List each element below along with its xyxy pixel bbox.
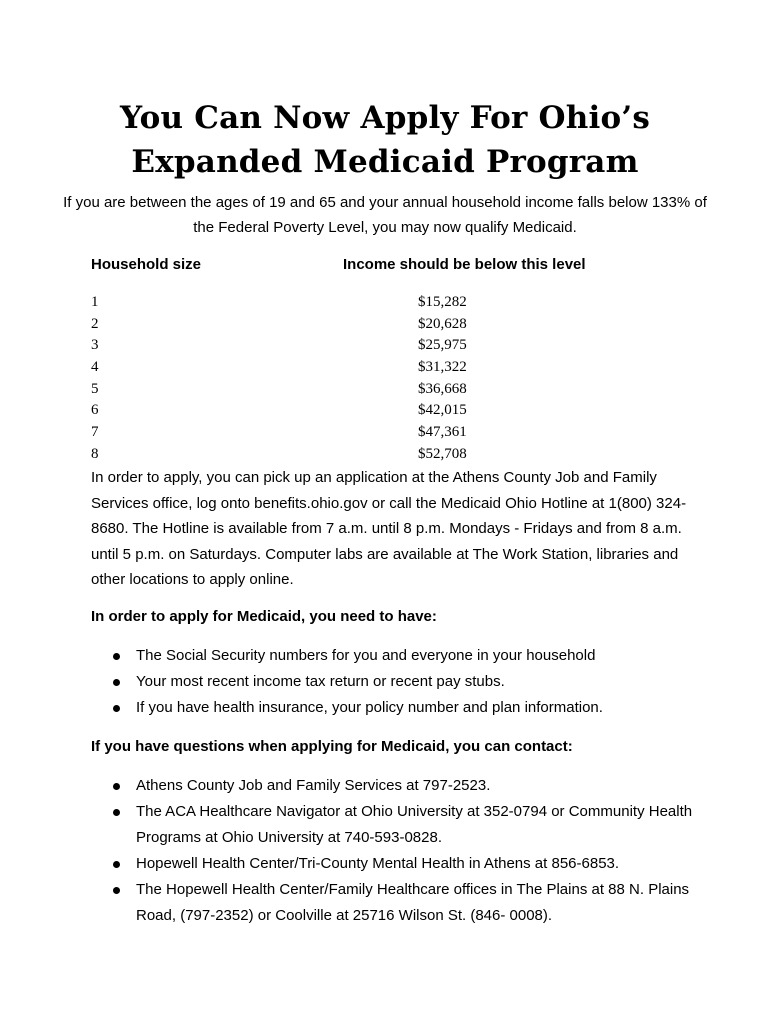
- table-row: [91, 422, 511, 444]
- contacts-list: [112, 773, 702, 929]
- list-item: [112, 799, 702, 851]
- table-header-household-size: Household size: [91, 256, 202, 273]
- requirements-heading: In order to apply for Medicaid, you need to have:: [91, 608, 437, 625]
- list-item-text: Your most recent income tax return or recent pay stubs.: [136, 673, 505, 690]
- income-limit-cell: $20,628: [418, 315, 467, 332]
- how-to-apply-paragraph: In order to apply, you can pick up an application at the Athens County Job and Family Services office, log onto benefits.ohio.gov or call the Medicaid Ohio Hotline at 1(800) 324-8680. The Hotline is available from 7 a.m. until 8 p.m. Mondays - Fridays and from 8 a.m. until 5 p.m. on Saturdays. Computer labs are available at The Work Station, libraries and other locations to apply online.: [91, 469, 687, 588]
- list-item-text: The Social Security numbers for you and everyone in your household: [136, 647, 596, 664]
- table-row: [91, 292, 511, 314]
- list-item-text: Hopewell Health Center/Tri-County Mental Health in Athens at 856-6853.: [136, 855, 620, 872]
- intro-paragraph: If you are between the ages of 19 and 65 and your annual household income falls below 133% of the Federal Poverty Level, you may now qualify Medicaid.: [63, 194, 707, 236]
- bullet-icon: [113, 653, 120, 660]
- bullet-icon: [113, 887, 120, 894]
- table-header-income: Income should be below this level: [343, 256, 586, 273]
- table-row: [91, 314, 511, 336]
- title-line-2: Expanded Medicaid Program: [131, 144, 639, 180]
- household-size-cell: 8: [91, 445, 99, 462]
- page-title: [0, 96, 770, 184]
- household-size-cell: 6: [91, 402, 99, 419]
- income-limit-cell: $36,668: [418, 380, 467, 397]
- table-row: [91, 357, 511, 379]
- list-item-text: If you have health insurance, your policy number and plan information.: [136, 699, 603, 716]
- income-limit-cell: $52,708: [418, 445, 467, 462]
- table-row: [91, 335, 511, 357]
- list-item-text: Athens County Job and Family Services at 797-2523.: [136, 777, 491, 794]
- bullet-icon: [113, 861, 120, 868]
- list-item: [112, 695, 702, 721]
- household-size-cell: 4: [91, 359, 99, 376]
- list-item: [112, 669, 702, 695]
- income-table: [91, 292, 511, 466]
- income-limit-cell: $47,361: [418, 424, 467, 441]
- list-item: [112, 773, 702, 799]
- household-size-cell: 5: [91, 380, 99, 397]
- table-row: [91, 379, 511, 401]
- table-row: [91, 444, 511, 466]
- bullet-icon: [113, 783, 120, 790]
- household-size-cell: 3: [91, 337, 99, 354]
- bullet-icon: [113, 679, 120, 686]
- household-size-cell: 1: [91, 294, 99, 310]
- income-limit-cell: $15,282: [418, 294, 467, 310]
- table-row: [91, 400, 511, 422]
- title-line-1: You Can Now Apply For Ohio’s: [120, 100, 650, 136]
- income-limit-cell: $31,322: [418, 359, 467, 376]
- list-item: [112, 851, 702, 877]
- list-item: [112, 877, 702, 929]
- list-item-text: The ACA Healthcare Navigator at Ohio University at 352-0794 or Community Health Programs at Ohio University at 740-593-0828.: [136, 803, 693, 846]
- list-item-text: The Hopewell Health Center/Family Healthcare offices in The Plains at 88 N. Plains Road, (797-2352) or Coolville at 25716 Wilson St. (846- 0008).: [136, 881, 690, 924]
- income-limit-cell: $25,975: [418, 337, 467, 354]
- bullet-icon: [113, 809, 120, 816]
- list-item: [112, 643, 702, 669]
- household-size-cell: 2: [91, 315, 99, 332]
- income-limit-cell: $42,015: [418, 402, 467, 419]
- contacts-heading: If you have questions when applying for Medicaid, you can contact:: [91, 738, 573, 755]
- requirements-list: [112, 643, 702, 721]
- household-size-cell: 7: [91, 424, 99, 441]
- bullet-icon: [113, 705, 120, 712]
